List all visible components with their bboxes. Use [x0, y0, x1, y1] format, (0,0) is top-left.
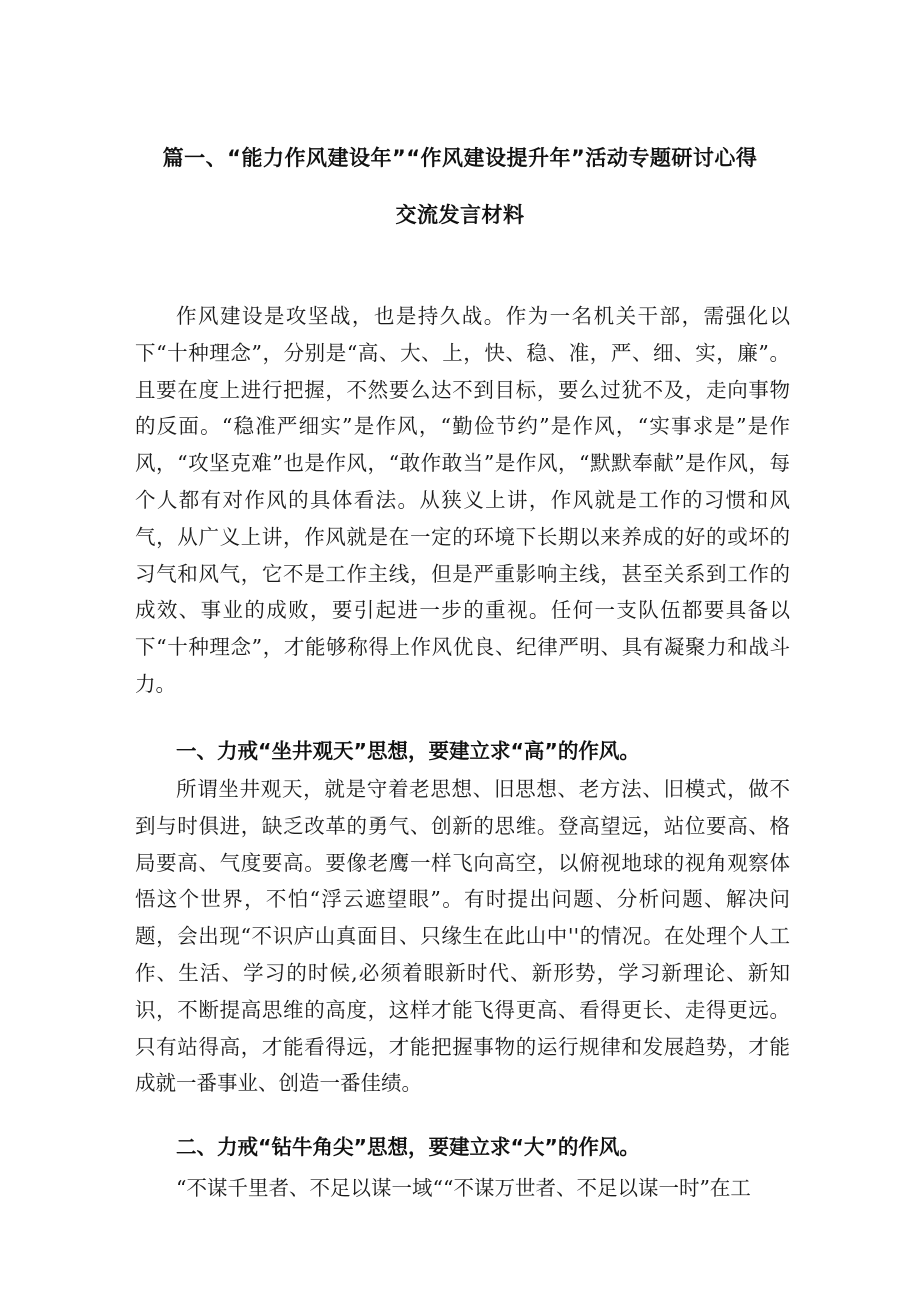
document-title-line-2: 交流发言材料	[395, 203, 525, 227]
paragraph-intro: 作风建设是攻坚战，也是持久战。作为一名机关干部，需强化以下“十种理念”，分别是“高、大、上，快、稳、准，严、细、实，廉”。且要在度上进行把握，不然要么达不到目标，要么过犹不及，走向事物的反面。“稳准严细实”是作风，“勤俭节约”是作风，“实事求是”是作风，“攻坚克难”也是作风，“敢作敢当”是作风，“默默奉献”是作风，每个人都有对作风的具体看法。从狭义上讲，作风就是工作的习惯和风气，从广义上讲，作风就是在一定的环境下长期以来养成的好的或坏的习气和风气，它不是工作主线，但是严重影响主线，甚至关系到工作的成效、事业的成败，要引起进一步的重视。任何一支队伍都要具备以下“十种理念”，才能够称得上作风优良、纪律严明、具有凝聚力和战斗力。	[135, 304, 790, 696]
section-heading-1: 一、力戒“坐井观天”思想，要建立求“高”的作风。	[176, 739, 640, 763]
section-heading-2: 二、力戒“钻牛角尖”思想，要建立求“大”的作风。	[176, 1135, 640, 1159]
document-title-line-1: 篇一、“能力作风建设年”“作风建设提升年”活动专题研讨心得	[162, 146, 758, 170]
paragraph-section-2: “不谋千里者、不足以谋一域““不谋万世者、不足以谋一时”在工	[176, 1176, 751, 1200]
paragraph-section-1: 所谓坐井观天，就是守着老思想、旧思想、老方法、旧模式，做不到与时俱进，缺乏改革的勇气、创新的思维。登高望远，站位要高、格局要高、气度要高。要像老鹰一样飞向高空，以俯视地球的视角观察体悟这个世界，不怕“浮云遮望眼”。有时提出问题、分析问题、解决问题，会出现“不识庐山真面目、只缘生在此山中''的情况。在处理个人工作、生活、学习的时候,必须着眼新时代、新形势，学习新理论、新知识，不断提高思维的高度，这样才能飞得更高、看得更长、走得更远。只有站得高，才能看得远，才能把握事物的运行规律和发展趋势，才能成就一番事业、创造一番佳绩。	[135, 777, 790, 1096]
